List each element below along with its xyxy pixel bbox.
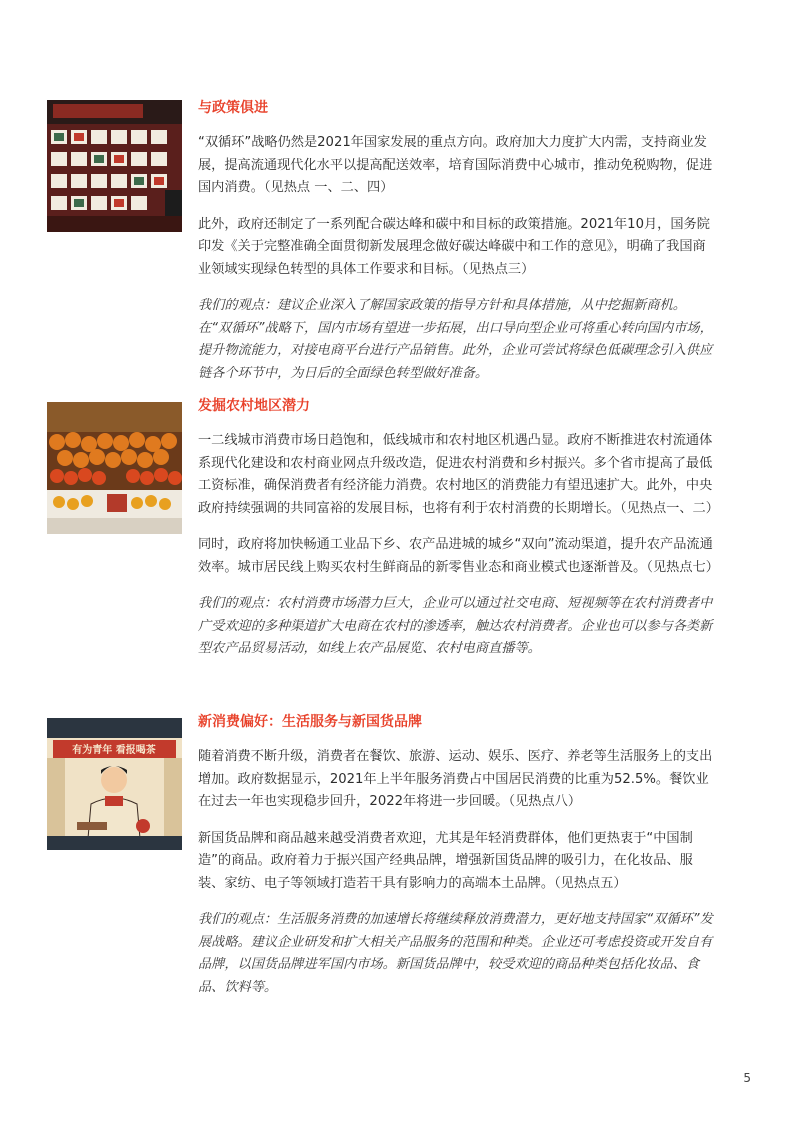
rural-content	[198, 396, 718, 675]
consumption-content	[198, 712, 718, 1013]
section-heading: 与政策俱进	[198, 100, 268, 116]
policy-content	[198, 98, 718, 399]
page-number: 5	[743, 1071, 751, 1085]
our-view: 我们的观点：农村消费市场潜力巨大，企业可以通过社交电商、短视频等在农村消费者中广受欢迎的多种渠道扩大电商在农村的渗透率，触达农村消费者。企业也可以参与各类新型农产品贸易活动，如线上农产品展览、农村电商直播等。	[198, 596, 713, 656]
paragraph: 一二线城市消费市场日趋饱和，低线城市和农村地区机遇凸显。政府不断推进农村流通体系现代化建设和农村商业网点升级改造，促进农村消费和乡村振兴。多个省市提高了最低工资标准，确保消费者有经济能力消费。农村地区的消费能力有望迅速扩大。此外，中央政府持续强调的共同富裕的发展目标，也将有利于农村消费的长期增长。（见热点一、二）	[198, 433, 719, 516]
fruit-market-photo	[47, 402, 182, 534]
poster-text: 有为青年 看报喝茶	[72, 745, 156, 756]
retro-poster-illustration	[47, 718, 182, 850]
section-heading: 发掘农村地区潜力	[198, 398, 310, 414]
paragraph: 随着消费不断升级，消费者在餐饮、旅游、运动、娱乐、医疗、养老等生活服务上的支出增加。政府数据显示，2021年上半年服务消费占中国居民消费的比重为52.5%。餐饮业在过去一年也实现稳步回升，2022年将进一步回暖。（见热点八）	[198, 749, 713, 809]
shop-photo	[47, 100, 182, 232]
paragraph: “双循环”战略仍然是2021年国家发展的重点方向。政府加大力度扩大内需，支持商业发展，提高流通现代化水平以提高配送效率，培育国际消费中心城市，推动免税购物，促进国内消费。（见热点 一、二、四）	[198, 135, 713, 195]
paragraph: 新国货品牌和商品越来越受消费者欢迎，尤其是年轻消费群体，他们更热衷于“中国制造”的商品。政府着力于振兴国产经典品牌，增强新国货品牌的吸引力，在化妆品、服装、家纺、电子等领域打造若干具有影响力的高端本土品牌。（见热点五）	[198, 830, 693, 891]
our-view: 我们的观点：生活服务消费的加速增长将继续释放消费潜力，更好地支持国家“双循环”发展战略。建议企业研发和扩大相关产品服务的范围和种类。企业还可考虑投资或开发自有品牌，以国货品牌进军国内市场。新国货品牌中，较受欢迎的商品种类包括化妆品、食品、饮料等。	[198, 912, 713, 995]
section-heading: 新消费偏好：生活服务与新国货品牌	[198, 714, 422, 730]
paragraph: 同时，政府将加快畅通工业品下乡、农产品进城的城乡“双向”流动渠道，提升农产品流通效率。城市居民线上购买农村生鲜商品的新零售业态和商业模式也逐渐普及。（见热点七）	[198, 537, 719, 575]
paragraph: 此外，政府还制定了一系列配合碳达峰和碳中和目标的政策措施。2021年10月，国务院印发《关于完整准确全面贯彻新发展理念做好碳达峰碳中和工作的意见》，明确了我国商业领域实现绿色转型的具体工作要求和目标。（见热点三）	[198, 216, 710, 277]
our-view: 我们的观点：建议企业深入了解国家政策的指导方针和具体措施，从中挖掘新商机。在“双循环”战略下，国内市场有望进一步拓展，出口导向型企业可将重心转向国内市场，提升物流能力，对接电商平台进行产品销售。此外，企业可尝试将绿色低碳理念引入供应链各个环节中，为日后的全面绿色转型做好准备。	[198, 298, 713, 381]
